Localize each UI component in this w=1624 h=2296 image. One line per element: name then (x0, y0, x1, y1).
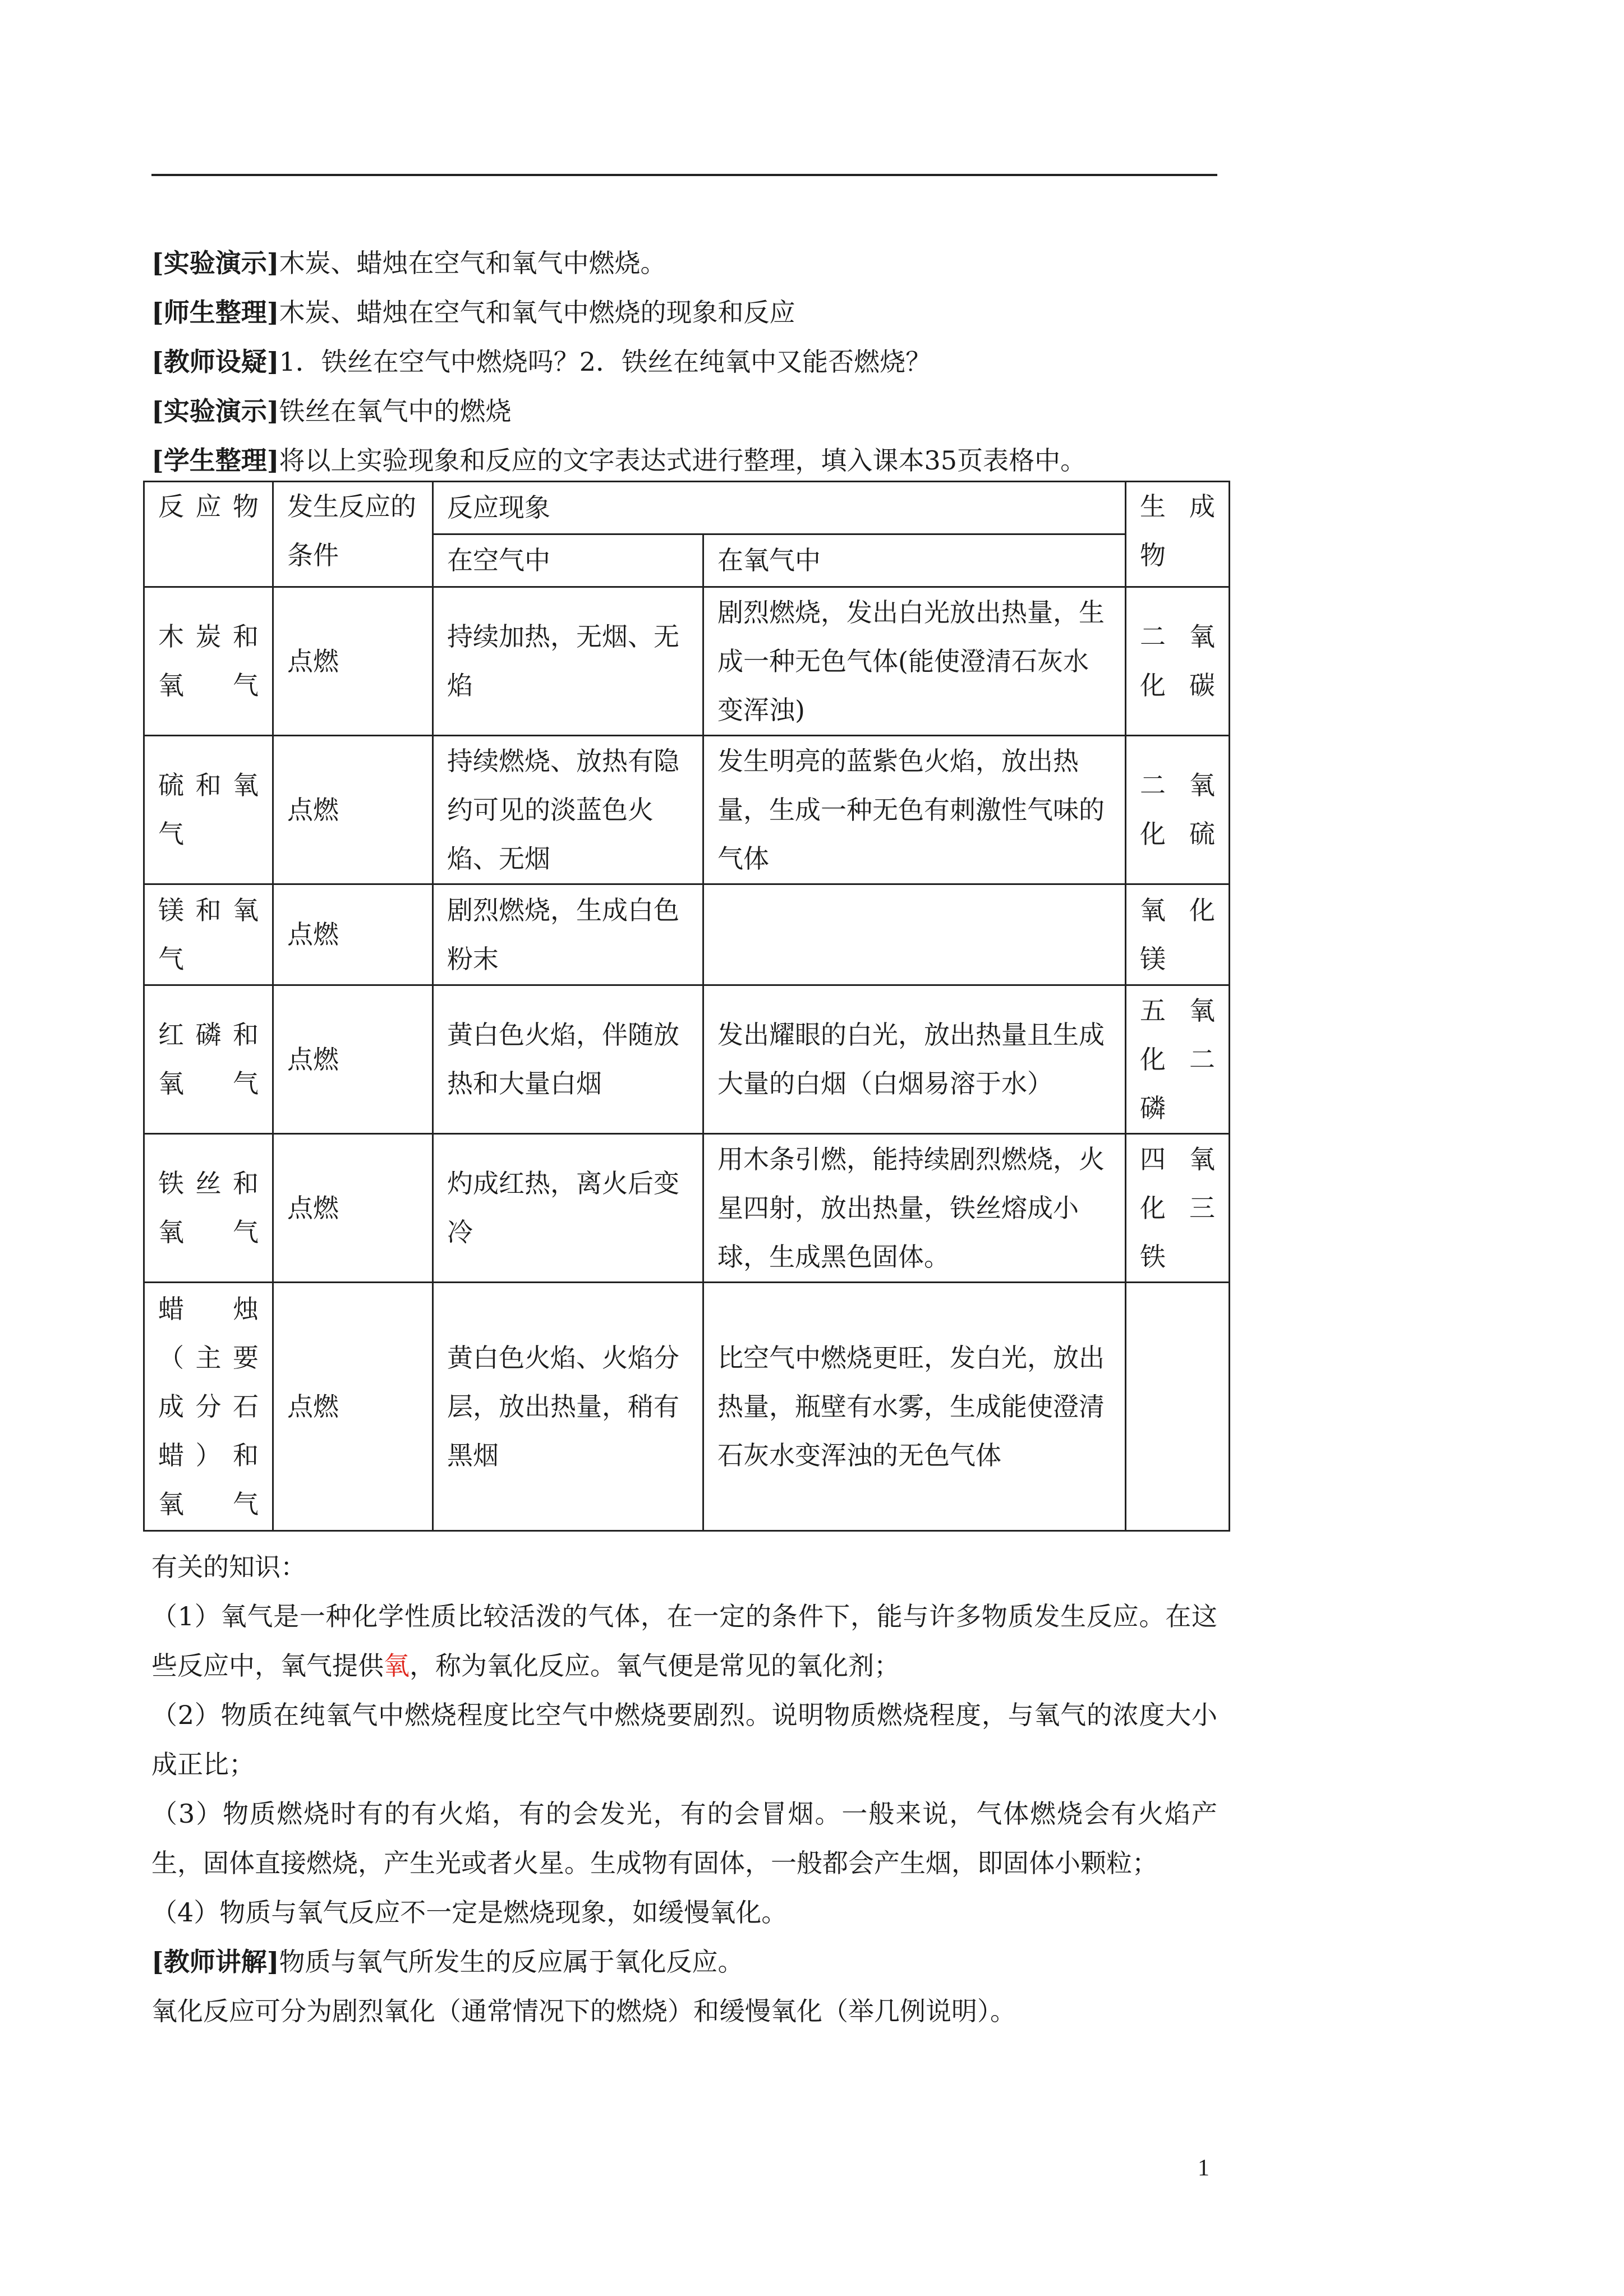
cell-product: 四氧化三铁 (1126, 1134, 1230, 1283)
intro-text: 1．铁丝在空气中燃烧吗？2．铁丝在纯氧中又能否燃烧？ (279, 347, 932, 377)
knowledge-item-1-text-b: ，称为氧化反应。氧气便是常见的氧化剂； (410, 1650, 900, 1681)
cell-in-air: 持续加热，无烟、无焰 (433, 587, 703, 736)
cell-reactant: 红磷和氧气 (144, 985, 273, 1134)
knowledge-item-2: （2）物质在纯氧气中燃烧程度比空气中燃烧要剧烈。说明物质燃烧程度，与氧气的浓度大小成正比； (151, 1700, 1217, 1779)
intro-tag: [实验演示] (151, 248, 279, 278)
intro-tag: [师生整理] (151, 297, 279, 328)
intro-line (151, 238, 1217, 288)
header-phenomenon: 反应现象 (433, 482, 1126, 534)
table-row (144, 587, 1230, 736)
cell-product: 氧化镁 (1126, 884, 1230, 985)
cell-condition: 点燃 (273, 985, 433, 1134)
intro-text: 木炭、蜡烛在空气和氧气中燃烧的现象和反应 (279, 297, 795, 328)
cell-in-air: 剧烈燃烧，生成白色粉末 (433, 884, 703, 985)
intro-tag: [教师设疑] (151, 347, 279, 377)
intro-line (151, 337, 1217, 386)
knowledge-heading: 有关的知识： (151, 1552, 306, 1582)
table-row (144, 985, 1230, 1134)
cell-reactant: 铁丝和氧气 (144, 1134, 273, 1283)
header-in-air: 在空气中 (433, 534, 703, 587)
cell-reactant: 蜡烛（主要成分石蜡）和氧气 (144, 1283, 273, 1531)
table-row (144, 1134, 1230, 1283)
table-row (144, 736, 1230, 884)
teacher-explain-text: 物质与氧气所发生的反应属于氧化反应。 (279, 1947, 744, 1977)
reaction-table (143, 481, 1230, 1532)
cell-in-air: 黄白色火焰，伴随放热和大量白烟 (433, 985, 703, 1134)
teacher-explain (151, 1937, 1217, 1986)
table-header-row (144, 482, 1230, 534)
intro-tag: [实验演示] (151, 396, 279, 426)
header-in-oxygen: 在氧气中 (703, 534, 1126, 587)
cell-reactant: 镁和氧气 (144, 884, 273, 985)
intro-tag: [学生整理] (151, 445, 279, 476)
page-number: 1 (1198, 2155, 1209, 2181)
intro-section (151, 238, 1217, 485)
teacher-explain-tag: [教师讲解] (151, 1947, 279, 1977)
knowledge-item-4: （4）物质与氧气反应不一定是燃烧现象，如缓慢氧化。 (151, 1897, 788, 1928)
knowledge-item-1 (151, 1592, 1217, 1690)
cell-reactant: 木炭和氧气 (144, 587, 273, 736)
knowledge-item-1-highlight: 氧 (384, 1650, 410, 1681)
knowledge-item-1-text-a: （1）氧气是一种化学性质比较活泼的气体，在一定的条件下，能与许多物质发生反应。在这些反应中，氧气提供 (151, 1601, 1217, 1681)
cell-reactant: 硫和氧气 (144, 736, 273, 884)
header-reactant: 反应物 (144, 482, 273, 587)
knowledge-item-3: （3）物质燃烧时有的有火焰，有的会发光，有的会冒烟。一般来说，气体燃烧会有火焰产生，固体直接燃烧，产生光或者火星。生成物有固体，一般都会产生烟，即固体小颗粒； (151, 1799, 1217, 1878)
header-rule (151, 174, 1217, 176)
intro-text: 铁丝在氧气中的燃烧 (279, 396, 512, 426)
cell-condition: 点燃 (273, 884, 433, 985)
header-product: 生成物 (1126, 482, 1230, 587)
intro-line (151, 386, 1217, 436)
cell-condition: 点燃 (273, 587, 433, 736)
table-row (144, 1283, 1230, 1531)
oxidation-summary: 氧化反应可分为剧烈氧化（通常情况下的燃烧）和缓慢氧化（举几例说明）。 (151, 1996, 1016, 2026)
cell-in-air: 灼成红热，离火后变冷 (433, 1134, 703, 1283)
intro-line (151, 436, 1217, 485)
cell-condition: 点燃 (273, 1283, 433, 1531)
cell-in-oxygen: 发生明亮的蓝紫色火焰，放出热量，生成一种无色有刺激性气味的气体 (703, 736, 1126, 884)
cell-in-oxygen: 用木条引燃，能持续剧烈燃烧，火星四射，放出热量，铁丝熔成小球，生成黑色固体。 (703, 1134, 1126, 1283)
cell-product: 五氧化二磷 (1126, 985, 1230, 1134)
cell-product: 二氧化碳 (1126, 587, 1230, 736)
cell-in-oxygen: 比空气中燃烧更旺，发白光，放出热量，瓶壁有水雾，生成能使澄清石灰水变浑浊的无色气体 (703, 1283, 1126, 1531)
cell-in-oxygen: 剧烈燃烧，发出白光放出热量，生成一种无色气体(能使澄清石灰水变浑浊) (703, 587, 1126, 736)
intro-text: 将以上实验现象和反应的文字表达式进行整理，填入课本35页表格中。 (279, 445, 1087, 476)
cell-condition: 点燃 (273, 1134, 433, 1283)
intro-line (151, 288, 1217, 337)
cell-product: 二氧化硫 (1126, 736, 1230, 884)
cell-product (1126, 1283, 1230, 1531)
header-condition: 发生反应的条件 (273, 482, 433, 587)
cell-condition: 点燃 (273, 736, 433, 884)
cell-in-air: 黄白色火焰、火焰分层，放出热量，稍有黑烟 (433, 1283, 703, 1531)
cell-in-oxygen: 发出耀眼的白光，放出热量且生成大量的白烟（白烟易溶于水） (703, 985, 1126, 1134)
cell-in-air: 持续燃烧、放热有隐约可见的淡蓝色火焰、无烟 (433, 736, 703, 884)
table-row (144, 884, 1230, 985)
cell-in-oxygen (703, 884, 1126, 985)
knowledge-section (151, 1542, 1217, 2036)
intro-text: 木炭、蜡烛在空气和氧气中燃烧。 (279, 248, 666, 278)
